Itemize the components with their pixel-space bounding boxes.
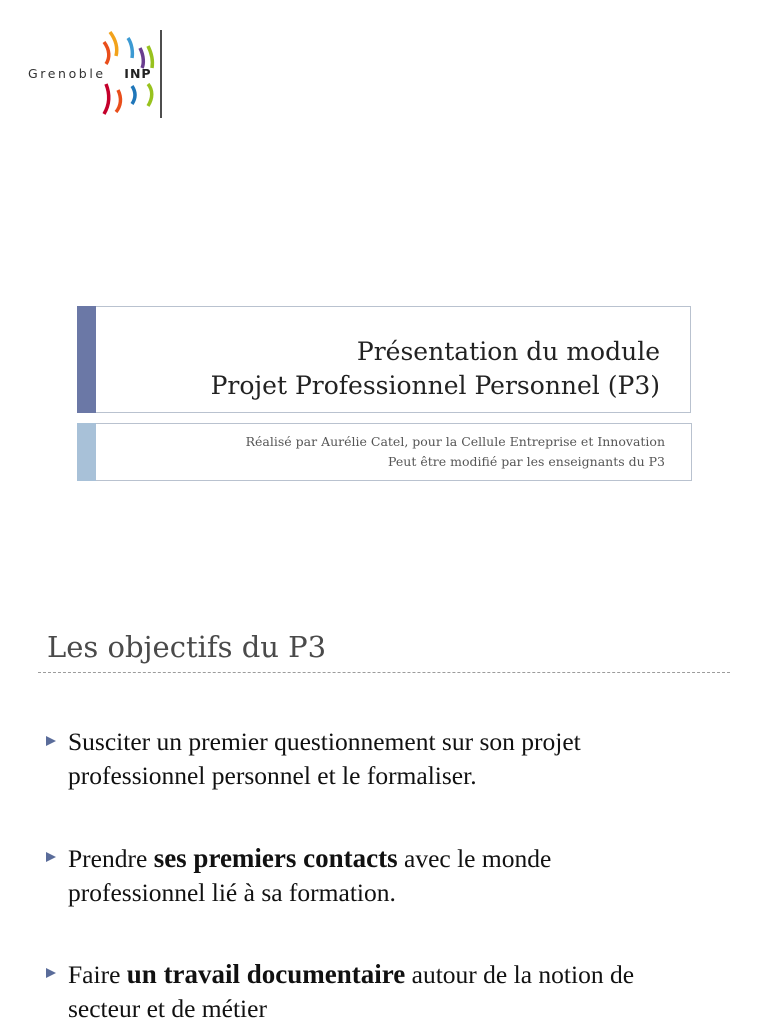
bullet-arrow-icon (46, 736, 56, 746)
bullet-1-line-2: professionnel personnel et le formaliser. (68, 761, 477, 790)
bullet-2-pre: Prendre (68, 844, 154, 873)
title-line-1: Présentation du module (356, 337, 660, 366)
bullet-2-bold: ses premiers contacts (153, 843, 398, 873)
slide-credits (246, 432, 665, 472)
bullet-arrow-icon (46, 968, 56, 978)
section-heading: Les objectifs du P3 (47, 630, 327, 664)
bullet-1-line-1: Susciter un premier questionnement sur son projet (68, 727, 581, 756)
title-line-2: Projet Professionnel Personnel (P3) (210, 371, 660, 400)
bullet-arrow-icon (46, 852, 56, 862)
title-box (77, 306, 691, 413)
grenoble-inp-logo (26, 28, 176, 120)
bullet-3-line-2: secteur et de métier (68, 994, 267, 1023)
bullet-3-bold: un travail documentaire (126, 959, 406, 989)
subtitle-box (77, 423, 692, 481)
title-accent-bar (77, 306, 96, 413)
bullet-3-post: autour de la notion de (405, 960, 635, 989)
subtitle-accent-bar (77, 423, 96, 481)
logo-word: Grenoble (28, 66, 106, 81)
logo-acronym: INP (124, 66, 152, 81)
bullet-2-post: avec le monde (397, 844, 552, 873)
credit-line-1: Réalisé par Aurélie Catel, pour la Cellule Entreprise et Innovation (245, 434, 665, 449)
bullet-2-line-2: professionnel lié à sa formation. (68, 878, 396, 907)
bullet-3-pre: Faire (68, 960, 127, 989)
credit-line-2: Peut être modifié par les enseignants du P3 (388, 454, 665, 469)
section-divider (38, 672, 730, 673)
slide-title (211, 335, 660, 403)
